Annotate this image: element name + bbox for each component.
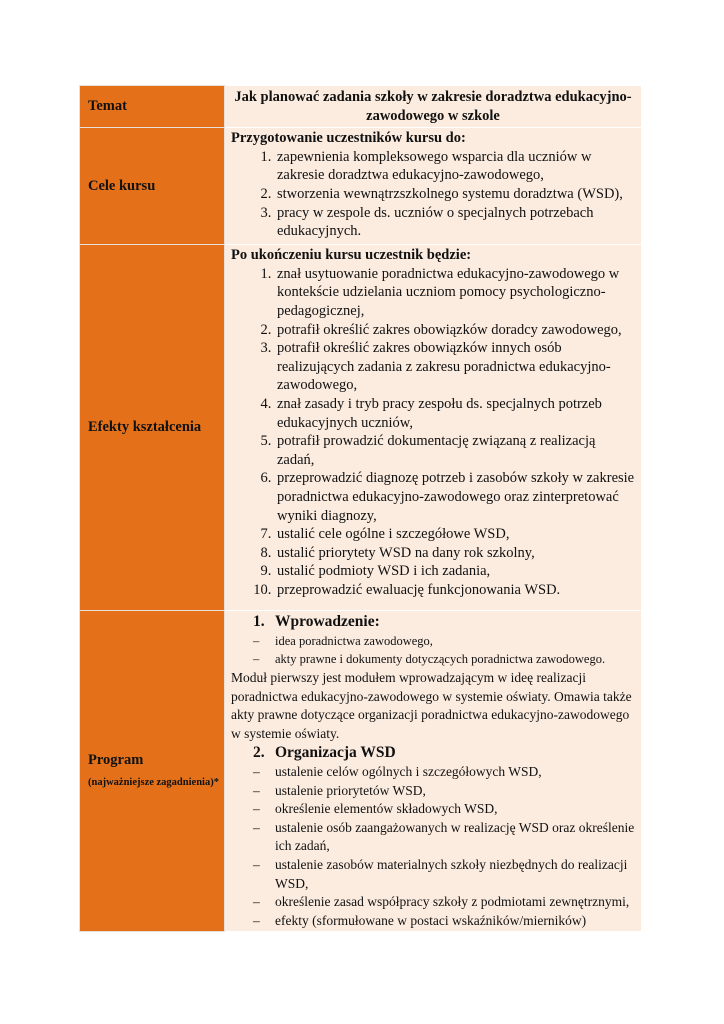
section1-item: – akty prawne i dokumenty dotyczących poradnictwa zawodowego. bbox=[253, 650, 635, 669]
label-program bbox=[80, 611, 225, 932]
efekty-list bbox=[231, 265, 635, 600]
section2-title: Organizacja WSD bbox=[275, 744, 396, 762]
section2-item: – ustalenie priorytetów WSD, bbox=[253, 782, 635, 801]
efekty-item: 9. ustalić podmioty WSD i ich zadania, bbox=[275, 562, 635, 581]
section1-title: Wprowadzenie: bbox=[275, 613, 380, 631]
efekty-item: 1. znał usytuowanie poradnictwa edukacyjno-zawodowego w kontekście udzielania uczniom pomocy psychologiczno-pedagogicznej, bbox=[275, 265, 635, 321]
program-label: Program bbox=[88, 751, 144, 768]
program-content bbox=[225, 611, 642, 932]
section1-list bbox=[231, 632, 635, 669]
section2-list bbox=[231, 763, 635, 930]
label-cele: Cele kursu bbox=[80, 128, 225, 245]
course-table bbox=[79, 85, 642, 932]
efekty-heading: Po ukończeniu kursu uczestnik będzie: bbox=[231, 247, 472, 264]
section1-number: 1. bbox=[253, 613, 265, 631]
section2-item: – efekty (sformułowane w postaci wskaźników/mierników) bbox=[253, 912, 635, 931]
topic-title: Jak planować zadania szkoły w zakresie doradztwa edukacyjno-zawodowego w szkole bbox=[225, 86, 642, 128]
section2-item: – określenie elementów składowych WSD, bbox=[253, 800, 635, 819]
row-cele bbox=[80, 128, 642, 245]
efekty-item: 6. przeprowadzić diagnozę potrzeb i zasobów szkoły w zakresie poradnictwa edukacyjno-zawodowego oraz zinterpretować wyniki diagnozy, bbox=[275, 469, 635, 525]
efekty-item: 2. potrafił określić zakres obowiązków doradcy zawodowego, bbox=[275, 321, 635, 340]
section1-paragraph: Moduł pierwszy jest modułem wprowadzającym w ideę realizacji poradnictwa edukacyjno-zawodowego w systemie oświaty. Omawia także akty prawne dotyczące organizacji poradnictwa edukacyjno-zawodowego w systemie oświaty. bbox=[231, 669, 632, 741]
row-efekty bbox=[80, 245, 642, 611]
section1-heading bbox=[231, 613, 635, 632]
section2-number: 2. bbox=[253, 744, 265, 762]
row-temat bbox=[80, 86, 642, 128]
section2-item: – ustalenie celów ogólnych i szczegółowych WSD, bbox=[253, 763, 635, 782]
efekty-item: 10. przeprowadzić ewaluację funkcjonowania WSD. bbox=[275, 581, 635, 600]
row-program bbox=[80, 611, 642, 932]
section2-item: – ustalenie osób zaangażowanych w realizację WSD oraz określenie ich zadań, bbox=[253, 819, 635, 856]
section2-item: – określenie zasad współpracy szkoły z podmiotami zewnętrznymi, bbox=[253, 893, 635, 912]
efekty-item: 7. ustalić cele ogólne i szczegółowe WSD, bbox=[275, 525, 635, 544]
label-temat: Temat bbox=[80, 86, 225, 128]
cele-content bbox=[225, 128, 642, 245]
efekty-item: 3. potrafił określić zakres obowiązków innych osób realizujących zadania z zakresu poradnictwa edukacyjno-zawodowego, bbox=[275, 339, 635, 395]
cele-item: 2. stworzenia wewnątrzszkolnego systemu doradztwa (WSD), bbox=[275, 185, 635, 204]
section1-item: – idea poradnictwa zawodowego, bbox=[253, 632, 635, 651]
cele-item: 3. pracy w zespole ds. uczniów o specjalnych potrzebach edukacyjnych. bbox=[275, 204, 635, 241]
cele-heading: Przygotowanie uczestników kursu do: bbox=[231, 130, 466, 147]
cele-list bbox=[231, 148, 635, 241]
efekty-item: 4. znał zasady i tryb pracy zespołu ds. specjalnych potrzeb edukacyjnych uczniów, bbox=[275, 395, 635, 432]
efekty-item: 8. ustalić priorytety WSD na dany rok szkolny, bbox=[275, 544, 635, 563]
efekty-content bbox=[225, 245, 642, 611]
section2-item: – ustalenie zasobów materialnych szkoły niezbędnych do realizacji WSD, bbox=[253, 856, 635, 893]
section2-heading bbox=[231, 744, 635, 763]
efekty-item: 5. potrafił prowadzić dokumentację związaną z realizacją zadań, bbox=[275, 432, 635, 469]
program-sublabel: (najważniejsze zagadnienia)* bbox=[88, 776, 219, 788]
label-efekty: Efekty kształcenia bbox=[80, 245, 225, 611]
cele-item: 1. zapewnienia kompleksowego wsparcia dla uczniów w zakresie doradztwa edukacyjno-zawodowego, bbox=[275, 148, 635, 185]
